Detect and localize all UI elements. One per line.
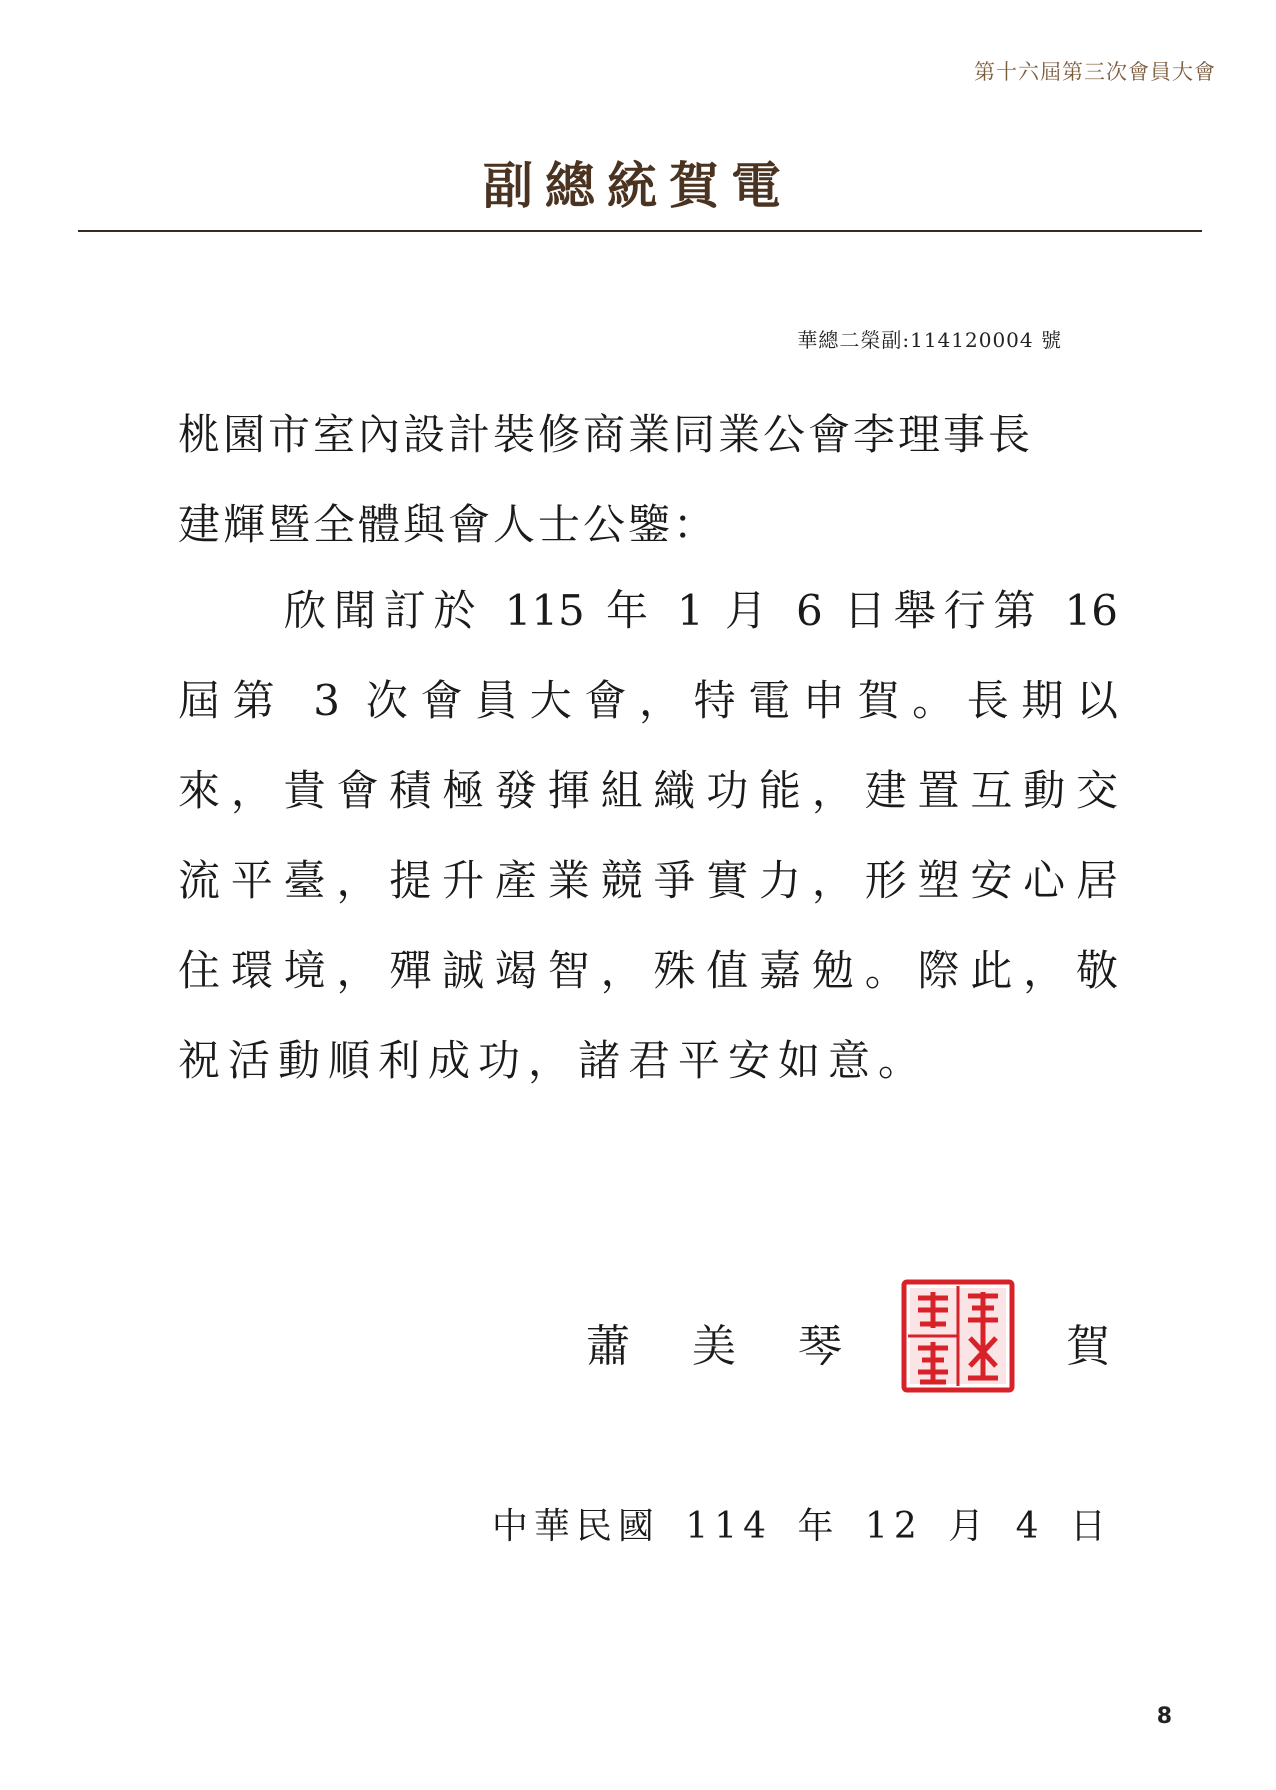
- congrats-word: 賀: [1066, 1321, 1110, 1372]
- title-divider: [78, 230, 1202, 232]
- red-seal-stamp: [900, 1278, 1016, 1394]
- salutation-line: 桃園市室內設計裝修商業同業公會李理事長: [178, 410, 1034, 459]
- body-paragraph-line: 屆第 3 次會員大會，特電申賀。長期以: [178, 676, 1118, 725]
- reference-number: 華總二榮副:114120004 號: [797, 328, 1062, 352]
- salutation-line: 建輝暨全體與會人士公鑒：: [178, 500, 719, 549]
- body-paragraph-line: 祝活動順利成功，諸君平安如意。: [178, 1036, 929, 1085]
- body-paragraph-line: 來，貴會積極發揮組織功能，建置互動交: [178, 766, 1118, 815]
- body-paragraph-line: 流平臺，提升產業競爭實力，形塑安心居: [178, 856, 1118, 905]
- body-paragraph-line: 住環境，殫誠竭智，殊值嘉勉。際此，敬: [178, 946, 1118, 995]
- page-number: 8: [1156, 1704, 1172, 1729]
- signatory-name: 蕭美琴: [586, 1321, 904, 1372]
- seal-icon: [900, 1278, 1016, 1394]
- document-title: 副總統賀電: [483, 156, 793, 215]
- conference-header-label: 第十六屆第三次會員大會: [974, 60, 1216, 84]
- document-date: 中華民國 114 年 12 月 4 日: [491, 1506, 1112, 1547]
- salutation-block: [178, 390, 1138, 570]
- body-paragraph-line: 欣聞訂於 115 年 1 月 6 日舉行第 16: [284, 586, 1118, 635]
